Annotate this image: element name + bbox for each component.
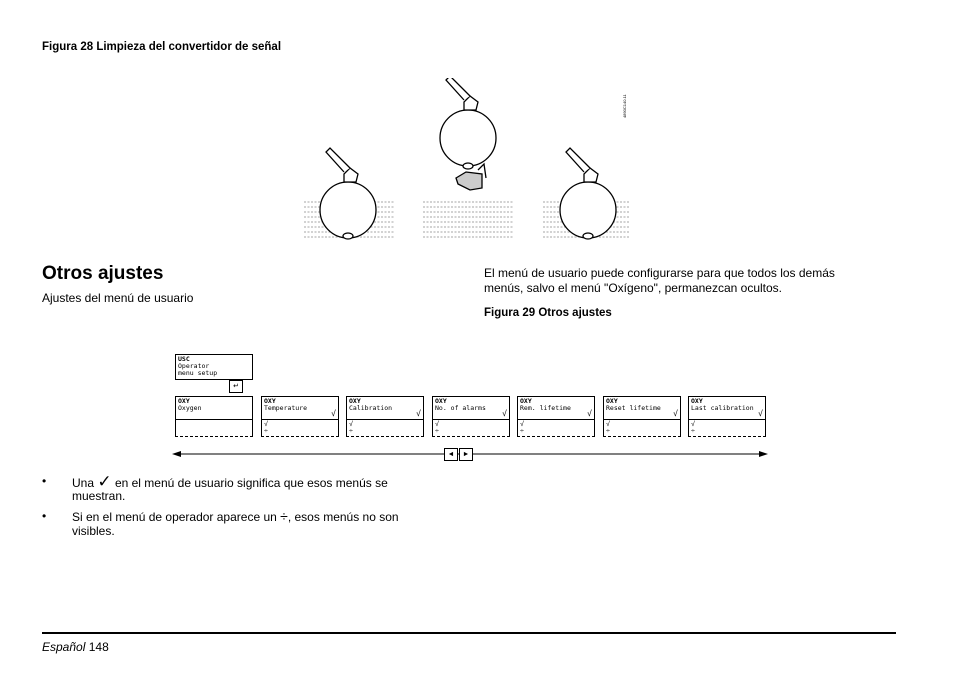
menu-box-line1: OXY (435, 397, 447, 405)
menu-box-3 (432, 396, 510, 420)
page-number: 148 (88, 640, 109, 654)
menu-box-6 (688, 396, 766, 420)
figure-28-id-code: 4890C140.11 (622, 94, 627, 118)
row-hide-icon: ÷ (435, 428, 439, 435)
row-hide-icon: ÷ (349, 428, 353, 435)
footer (42, 640, 109, 655)
menu-visibility-row-2 (346, 420, 424, 437)
menu-visibility-row-4 (517, 420, 595, 437)
menu-box-check: √ (416, 409, 421, 418)
menu-box-line1: OXY (606, 397, 618, 405)
section-title: Otros ajustes (42, 263, 164, 284)
menu-box-line1: OXY (264, 397, 276, 405)
bullet-2-cont: visibles. (72, 524, 115, 538)
bullet-1-mark: • (42, 474, 47, 488)
bullet-1-cont: muestran. (72, 489, 126, 503)
top-box-line3: menu setup (178, 369, 218, 377)
enter-key-icon: ↵ (229, 380, 243, 393)
top-box-line2: Operator (178, 362, 210, 370)
menu-box-4 (517, 396, 595, 420)
menu-box-1 (261, 396, 339, 420)
menu-visibility-row-1 (261, 420, 339, 437)
menu-box-0 (175, 396, 253, 420)
menu-box-line2: Temperature (264, 404, 308, 412)
right-arrow-key-icon: ► (459, 448, 473, 461)
section-subtitle: Ajustes del menú de usuario (42, 291, 194, 305)
menu-box-check: √ (673, 409, 678, 418)
menu-box-check: √ (331, 409, 336, 418)
menu-visibility-row-5 (603, 420, 681, 437)
menu-box-line2: Reset lifetime (606, 404, 661, 412)
row-check-icon: √ (606, 421, 610, 428)
top-box-line1: USC (178, 355, 190, 363)
menu-box-line2: No. of alarms (435, 404, 486, 412)
menu-box-line1: OXY (349, 397, 361, 405)
row-hide-icon: ÷ (606, 428, 610, 435)
menu-box-5 (603, 396, 681, 420)
bullet-1-pre: Una (72, 476, 95, 490)
row-check-icon: √ (520, 421, 524, 428)
menu-box-line2: Calibration (349, 404, 393, 412)
row-hide-icon: ÷ (691, 428, 695, 435)
menu-visibility-row-0 (175, 420, 253, 437)
menu-box-line2: Rem. lifetime (520, 404, 571, 412)
row-check-icon: √ (691, 421, 695, 428)
menu-box-line2: Oxygen (178, 404, 202, 412)
menu-visibility-row-6 (688, 420, 766, 437)
left-arrow-key-icon: ◄ (444, 448, 458, 461)
menu-box-line2: Last calibration (691, 404, 754, 412)
right-paragraph: El menú de usuario puede configurarse para que todos los demás menús, salvo el menú "Oxígeno", permanezcan ocultos. (484, 266, 835, 295)
row-check-icon: √ (349, 421, 353, 428)
row-check-icon: √ (264, 421, 268, 428)
footer-language: Español (42, 640, 86, 654)
bullet-2-pre: Si en el menú de operador aparece un (72, 510, 277, 524)
menu-box-2 (346, 396, 424, 420)
row-hide-icon: ÷ (264, 428, 268, 435)
divide-icon: ÷ (280, 508, 288, 524)
menu-box-line1: OXY (178, 397, 190, 405)
footer-rule (42, 632, 896, 634)
bullet-2-mark: • (42, 509, 47, 523)
figure-28-caption: Figura 28 Limpieza del convertidor de señal (42, 41, 282, 53)
operator-menu-setup-box (175, 354, 253, 380)
menu-box-line1: OXY (520, 397, 532, 405)
figure-29-caption: Figura 29 Otros ajustes (484, 307, 612, 319)
bullet-1-post: en el menú de usuario significa que esos menús se (114, 476, 388, 490)
menu-box-check: √ (587, 409, 592, 418)
menu-visibility-row-3 (432, 420, 510, 437)
row-check-icon: √ (435, 421, 439, 428)
bullet-2-post: , esos menús no son (287, 510, 399, 524)
menu-box-check: √ (758, 409, 763, 418)
checkmark-icon: ✓ (97, 472, 112, 491)
menu-box-line1: OXY (691, 397, 703, 405)
bullet-2-line1 (72, 509, 399, 525)
menu-box-check: √ (502, 409, 507, 418)
row-hide-icon: ÷ (520, 428, 524, 435)
